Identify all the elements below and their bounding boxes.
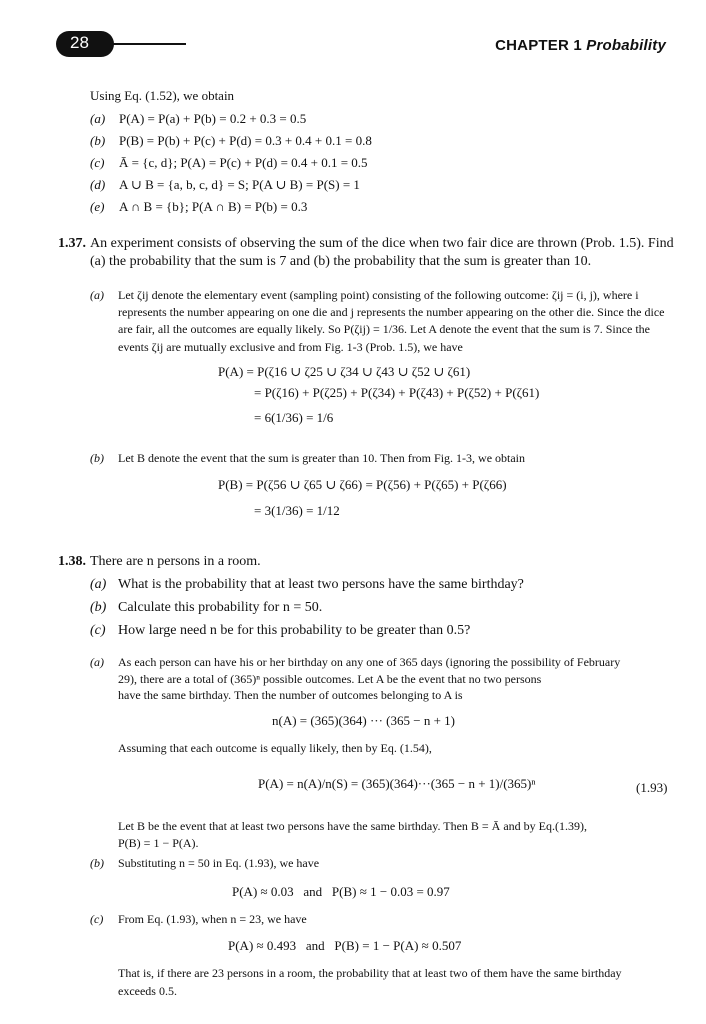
solution-line: Assuming that each outcome is equally likely, then by Eq. (1.54), [118,741,432,755]
equation: P(A) ≈ 0.03 and P(B) ≈ 1 − 0.03 = 0.97 [232,884,450,899]
solution-line: have the same birthday. Then the number of outcomes belonging to A is [118,688,463,702]
solution-line: P(B) = 1 − P(A). [118,836,199,850]
chapter-heading [495,37,666,54]
question-item: (a) What is the probability that at least two persons have the same birthday? [90,577,524,592]
solution-line: represents the number appearing on one die and j represents the number appearing on the other die. Since the dice [118,305,665,319]
part-label: (a) [90,655,104,669]
equation-1-93: P(A) = n(A)/n(S) = (365)(364)···(365 − n + 1)/(365)ⁿ [258,776,536,791]
solution-line: Let B denote the event that the sum is greater than 10. Then from Fig. 1-3, we obtain [118,451,526,465]
problem-statement: There are n persons in a room. [90,554,261,569]
part-label: (c) [90,912,104,926]
list-item: (d) A ∪ B = {a, b, c, d} = S; P(A ∪ B) = P(S) = 1 [90,177,360,192]
list-item: (c) Ā = {c, d}; P(A) = P(c) + P(d) = 0.4 + 0.1 = 0.5 [90,155,368,170]
solution-line: events ζij are mutually exclusive and from Fig. 1-3 (Prob. 1.5), we have [118,340,463,354]
equation: P(B) = P(ζ56 ∪ ζ65 ∪ ζ66) = P(ζ56) + P(ζ65) + P(ζ66) [218,477,507,492]
equation: P(A) ≈ 0.493 and P(B) = 1 − P(A) ≈ 0.507 [228,938,462,953]
header-rule [112,43,186,45]
solution-line: are fair, all the outcomes are equally likely. So P(ζij) = 1/36. Let A denote the event that the sum is 7. Since the [118,322,651,336]
equation-tag: (1.93) [636,780,668,795]
problem-number: 1.38. [58,554,86,569]
part-label: (b) [90,856,104,870]
solution-line: That is, if there are 23 persons in a room, the probability that at least two of them have the same birthday [118,966,622,980]
solution-line: 29), there are a total of (365)ⁿ possible outcomes. Let A be the event that no two persons [118,672,542,686]
problem-statement: An experiment consists of observing the sum of the dice when two fair dice are thrown (Prob. 1.5). Find [90,236,674,251]
equation: n(A) = (365)(364) ··· (365 − n + 1) [272,713,456,728]
solution-line: From Eq. (1.93), when n = 23, we have [118,912,307,926]
part-label: (a) [90,288,104,302]
chapter-label: CHAPTER 1 [495,37,582,54]
equation: P(A) = P(ζ16 ∪ ζ25 ∪ ζ34 ∪ ζ43 ∪ ζ52 ∪ ζ61) [218,364,471,379]
chapter-title: Probability [586,37,666,54]
page-number: 28 [70,33,89,52]
equation: = 3(1/36) = 1/12 [254,503,340,518]
equation: = P(ζ16) + P(ζ25) + P(ζ34) + P(ζ43) + P(ζ52) + P(ζ61) [254,385,540,400]
problem-number: 1.37. [58,236,86,251]
question-item: (b) Calculate this probability for n = 50. [90,600,323,615]
solution-line: Substituting n = 50 in Eq. (1.93), we have [118,856,320,870]
part-label: (b) [90,451,104,465]
solution-line: Let B be the event that at least two persons have the same birthday. Then B = Ā and by Eq.(1.39), [118,819,587,833]
solution-line: As each person can have his or her birthday on any one of 365 days (ignoring the possibility of February [118,655,621,669]
question-item: (c) How large need n be for this probability to be greater than 0.5? [90,623,471,638]
list-item: (b) P(B) = P(b) + P(c) + P(d) = 0.3 + 0.4 + 0.1 = 0.8 [90,133,372,148]
solution-line: exceeds 0.5. [118,984,177,998]
solution-line: Let ζij denote the elementary event (sampling point) consisting of the following outcome: ζij = (i, j), where i [118,288,639,302]
problem-statement: (a) the probability that the sum is 7 and (b) the probability that the sum is greater than 10. [90,254,592,269]
intro-line: Using Eq. (1.52), we obtain [90,88,235,103]
equation: = 6(1/36) = 1/6 [254,410,334,425]
list-item: (e) A ∩ B = {b}; P(A ∩ B) = P(b) = 0.3 [90,199,308,214]
list-item: (a) P(A) = P(a) + P(b) = 0.2 + 0.3 = 0.5 [90,111,307,126]
